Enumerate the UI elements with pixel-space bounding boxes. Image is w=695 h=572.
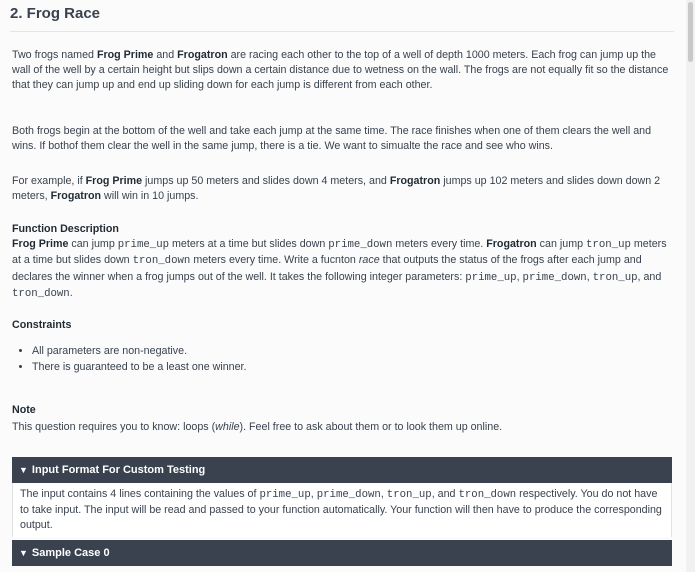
- vertical-scrollbar[interactable]: [686, 0, 695, 572]
- text: respectively. You do not have to take input. The input will be read and passed to your function automatically. Your function will then have to produce the corresponding output.: [20, 488, 662, 532]
- title-divider: [10, 31, 674, 32]
- example-paragraph: [12, 174, 672, 204]
- frog-prime-name: Frog Prime: [85, 175, 143, 187]
- frogatron-name: Frogatron: [177, 49, 228, 61]
- intro-paragraph-2: Both frogs begin at the bottom of the well and take each jump at the same time. The race finishes when one of them clears the well and wins. If bothof them clear the well in the same jump, there is a tie. We want to simualte the race and see who wins.: [12, 125, 652, 153]
- text: meters every time.: [392, 238, 487, 251]
- frogatron-name: Frogatron: [389, 175, 441, 187]
- scrollbar-thumb[interactable]: [688, 2, 693, 62]
- list-item: • All parameters are non-negative.: [32, 343, 247, 359]
- text: This question requires you to know: loops (: [12, 421, 216, 433]
- keyword-while: while: [215, 421, 240, 433]
- frogatron-name: Frogatron: [50, 190, 102, 203]
- text: The input contains 4 lines containing the values of: [20, 488, 260, 500]
- code-prime-down: prime_down: [522, 271, 587, 284]
- text: ,: [380, 488, 387, 500]
- input-format-label: Input Format For Custom Testing: [31, 464, 206, 476]
- input-format-body: [12, 483, 672, 537]
- code-prime-down: prime_down: [316, 489, 381, 501]
- sample-case-0-toggle[interactable]: [12, 540, 672, 566]
- text: and: [153, 49, 178, 61]
- note-paragraph: [12, 420, 672, 435]
- text: ). Feel free to ask about them or to look them up online.: [239, 421, 503, 433]
- text: meters every time. Write a fucnton: [190, 254, 359, 267]
- text: can jump: [68, 238, 118, 251]
- note-heading: Note: [12, 404, 36, 416]
- code-tron-up: tron_up: [586, 239, 631, 252]
- constraints-heading: Constraints: [12, 319, 72, 331]
- text: ,: [586, 270, 593, 283]
- page-title: 2. Frog Race: [10, 5, 101, 22]
- function-description: [12, 222, 672, 302]
- code-tron-down: tron_down: [12, 287, 70, 300]
- text: .: [69, 286, 73, 299]
- text: ,: [310, 488, 317, 500]
- text: can jump: [536, 238, 587, 251]
- input-format-toggle[interactable]: [12, 457, 672, 483]
- collapse-triangle-icon: ▼: [19, 465, 28, 475]
- frog-prime-name: Frog Prime: [12, 238, 69, 251]
- text: jumps up 102 meters and slides down down 2 meters,: [12, 175, 661, 203]
- list-item: • There is guaranteed to be a least one winner.: [32, 359, 247, 375]
- code-prime-up: prime_up: [259, 489, 311, 501]
- text: meters at a time but slides down: [12, 238, 667, 267]
- function-name-race: race: [358, 254, 380, 267]
- sample-case-label: Sample Case 0: [31, 547, 110, 559]
- frogatron-name: Frogatron: [486, 238, 537, 251]
- text: will win in 10 jumps.: [101, 190, 199, 203]
- frog-prime-name: Frog Prime: [96, 49, 154, 61]
- code-tron-up: tron_up: [592, 271, 638, 284]
- text: that outputs the status of the frogs after each jump and declares the winner when a frog jumps out of the well. It takes the following integer parameters:: [12, 254, 642, 283]
- text: Two frogs named: [12, 49, 97, 61]
- code-prime-down: prime_down: [328, 239, 393, 252]
- code-tron-down: tron_down: [458, 489, 517, 501]
- text: , and: [637, 270, 662, 283]
- collapse-triangle-icon: ▼: [19, 548, 28, 558]
- text: ,: [516, 270, 523, 283]
- code-tron-up: tron_up: [386, 489, 432, 501]
- code-prime-up: prime_up: [465, 271, 517, 284]
- text: , and: [431, 488, 459, 500]
- text: For example, if: [12, 175, 86, 187]
- function-description-heading: Function Description: [12, 223, 119, 235]
- constraints-list: [12, 343, 247, 375]
- input-format-text: [13, 483, 671, 534]
- text: jumps up 50 meters and slides down 4 meters, and: [142, 175, 390, 187]
- intro-paragraph-1: [12, 48, 672, 94]
- code-prime-up: prime_up: [117, 239, 170, 252]
- code-tron-down: tron_down: [132, 255, 191, 268]
- text: meters at a time but slides down: [169, 238, 329, 251]
- text: are racing each other to the top of a well of depth 1000 meters. Each frog can jump up the wall of the well by a certain height but slips down a certain distance due to wetness on the wall. The frogs are not equally fit so the distance that they can jump up and end up sliding down for each jump is different from each other.: [12, 49, 669, 92]
